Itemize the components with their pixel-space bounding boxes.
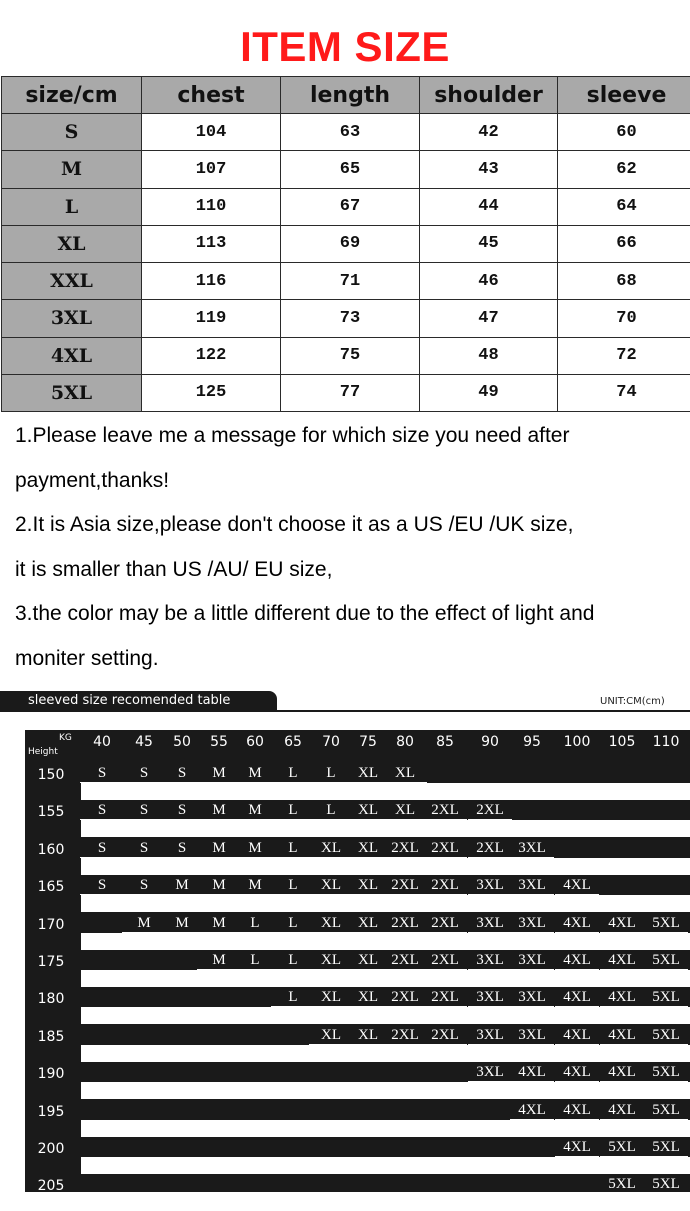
row-separator: [81, 820, 690, 837]
measurement-cell: 119: [142, 300, 281, 337]
size-row: [2, 337, 690, 374]
size-recommendation: M: [160, 915, 204, 933]
size-recommendation: 5XL: [644, 915, 688, 933]
note-line: moniter setting.: [15, 640, 685, 685]
size-recommendation: 2XL: [468, 840, 512, 858]
size-recommendation: XL: [383, 765, 427, 783]
measurement-cell: 45: [420, 225, 558, 262]
size-cell: XXL: [2, 263, 142, 300]
size-recommendation: 2XL: [423, 1027, 467, 1045]
measurement-cell: 107: [142, 151, 281, 188]
measurement-cell: 49: [420, 374, 558, 411]
size-chart-header-row: [2, 77, 690, 114]
size-recommendation: L: [271, 840, 315, 858]
measurement-cell: 67: [281, 188, 420, 225]
size-recommendation: M: [233, 802, 277, 820]
row-separator: [81, 970, 690, 987]
note-line: 2.It is Asia size,please don't choose it as a US /EU /UK size,: [15, 506, 685, 551]
measurement-cell: 60: [558, 114, 690, 151]
size-recommendation: 4XL: [600, 1064, 644, 1082]
size-recommendation: 3XL: [468, 989, 512, 1007]
measurement-cell: 69: [281, 225, 420, 262]
size-recommendation: M: [233, 877, 277, 895]
divider: [0, 710, 690, 712]
height-row-label: 170: [25, 917, 77, 933]
size-recommendation: 3XL: [468, 915, 512, 933]
size-recommendation: M: [122, 915, 166, 933]
height-row-label: 175: [25, 954, 77, 970]
size-recommendation: M: [233, 765, 277, 783]
size-recommendation: 2XL: [383, 952, 427, 970]
size-recommendation: XL: [309, 840, 353, 858]
size-recommendation: M: [197, 877, 241, 895]
height-row-label: 160: [25, 842, 77, 858]
size-recommendation: 2XL: [423, 989, 467, 1007]
row-separator: [81, 1120, 690, 1137]
measurement-cell: 122: [142, 337, 281, 374]
weight-header: 75: [349, 734, 387, 750]
measurement-cell: 63: [281, 114, 420, 151]
size-recommendation: 4XL: [600, 1027, 644, 1045]
size-row: [2, 225, 690, 262]
size-cell: 5XL: [2, 374, 142, 411]
size-recommendation: L: [233, 952, 277, 970]
size-recommendation: 2XL: [383, 989, 427, 1007]
weight-header: 50: [163, 734, 201, 750]
size-recommendation: 4XL: [600, 915, 644, 933]
measurement-cell: 73: [281, 300, 420, 337]
size-recommendation: XL: [309, 952, 353, 970]
size-recommendation: 4XL: [555, 1027, 599, 1045]
size-recommendation: 5XL: [644, 1102, 688, 1120]
size-recommendation: 3XL: [510, 952, 554, 970]
row-separator: [81, 1045, 690, 1062]
header-chest: chest: [142, 77, 281, 114]
measurement-cell: 70: [558, 300, 690, 337]
measurement-cell: 74: [558, 374, 690, 411]
size-recommendation: 3XL: [510, 989, 554, 1007]
row-separator: [81, 1194, 690, 1211]
size-recommendation: 5XL: [644, 1064, 688, 1082]
header-size: size/cm: [2, 77, 142, 114]
height-label: Height: [28, 747, 58, 757]
size-recommendation: M: [197, 802, 241, 820]
size-recommendation: 4XL: [510, 1102, 554, 1120]
measurement-cell: 64: [558, 188, 690, 225]
size-cell: 4XL: [2, 337, 142, 374]
size-recommendation: XL: [309, 989, 353, 1007]
size-recommendation: S: [160, 765, 204, 783]
size-row: [2, 300, 690, 337]
size-cell: M: [2, 151, 142, 188]
note-line: 3.the color may be a little different due to the effect of light and: [15, 595, 685, 640]
measurement-cell: 43: [420, 151, 558, 188]
size-recommendation: 2XL: [423, 952, 467, 970]
size-recommendation: S: [122, 840, 166, 858]
measurement-cell: 66: [558, 225, 690, 262]
row-separator: [81, 783, 690, 800]
size-recommendation: 2XL: [468, 802, 512, 820]
size-recommendation: 5XL: [644, 1139, 688, 1157]
size-recommendation: 2XL: [423, 915, 467, 933]
size-recommendation: 4XL: [555, 877, 599, 895]
row-separator: [81, 933, 690, 950]
size-recommendation: 2XL: [423, 802, 467, 820]
row-separator: [81, 895, 690, 912]
size-recommendation: 3XL: [468, 1027, 512, 1045]
size-recommendation: 5XL: [644, 1176, 688, 1194]
size-recommendation: 5XL: [644, 1027, 688, 1045]
weight-header: 90: [471, 734, 509, 750]
measurement-cell: 77: [281, 374, 420, 411]
weight-header: 80: [386, 734, 424, 750]
measurement-cell: 71: [281, 263, 420, 300]
size-recommendation: L: [271, 877, 315, 895]
size-recommendation: L: [271, 915, 315, 933]
recommend-table-tab: sleeved size recomended table: [0, 691, 277, 711]
size-recommendation: S: [122, 765, 166, 783]
size-recommendation: 5XL: [644, 952, 688, 970]
size-recommendation: 4XL: [600, 952, 644, 970]
measurement-cell: 44: [420, 188, 558, 225]
size-recommendation: XL: [383, 802, 427, 820]
size-recommendation: 2XL: [383, 877, 427, 895]
size-recommendation: M: [233, 840, 277, 858]
size-recommendation: 3XL: [468, 1064, 512, 1082]
size-recommendation: L: [309, 765, 353, 783]
size-recommendation: 3XL: [468, 877, 512, 895]
weight-header: 55: [200, 734, 238, 750]
header-length: length: [281, 77, 420, 114]
size-recommendation: 2XL: [383, 1027, 427, 1045]
page-title: ITEM SIZE: [0, 22, 690, 72]
measurement-cell: 72: [558, 337, 690, 374]
size-recommendation: 4XL: [555, 1139, 599, 1157]
weight-header: 85: [426, 734, 464, 750]
size-recommendation: 3XL: [510, 915, 554, 933]
size-cell: L: [2, 188, 142, 225]
size-cell: S: [2, 114, 142, 151]
weight-header-row: [25, 730, 690, 758]
size-recommendation: XL: [346, 989, 390, 1007]
kg-label: KG: [59, 733, 72, 743]
size-recommendation: 5XL: [600, 1176, 644, 1194]
size-recommendation: S: [160, 802, 204, 820]
size-recommendation: S: [80, 877, 124, 895]
weight-header: 110: [647, 734, 685, 750]
height-row-label: 190: [25, 1066, 77, 1082]
size-recommendation: 2XL: [423, 840, 467, 858]
height-row-label: 205: [25, 1178, 77, 1194]
size-recommendation: 4XL: [510, 1064, 554, 1082]
row-separator: [81, 1007, 690, 1024]
size-recommendation: XL: [309, 1027, 353, 1045]
size-recommendation: S: [80, 802, 124, 820]
header-shoulder: shoulder: [420, 77, 558, 114]
size-row: [2, 188, 690, 225]
unit-label: UNIT:CM(cm): [600, 696, 665, 707]
size-recommendation: S: [122, 877, 166, 895]
measurement-cell: 48: [420, 337, 558, 374]
height-row-label: 185: [25, 1029, 77, 1045]
size-recommendation: 3XL: [510, 840, 554, 858]
row-separator: [81, 1082, 690, 1099]
measurement-cell: 113: [142, 225, 281, 262]
size-chart-table: [1, 76, 690, 412]
size-recommendation: 4XL: [555, 989, 599, 1007]
size-recommendation: XL: [309, 877, 353, 895]
row-separator: [81, 1157, 690, 1174]
size-recommendation: L: [271, 952, 315, 970]
size-recommendation: 2XL: [383, 840, 427, 858]
weight-header: 105: [603, 734, 641, 750]
size-recommendation: S: [80, 840, 124, 858]
measurement-cell: 104: [142, 114, 281, 151]
height-row-label: 165: [25, 879, 77, 895]
size-recommendation: M: [197, 765, 241, 783]
size-recommendation: M: [197, 952, 241, 970]
weight-header: 65: [274, 734, 312, 750]
size-recommendation: 2XL: [383, 915, 427, 933]
note-line: payment,thanks!: [15, 462, 685, 507]
size-recommendation: 4XL: [555, 952, 599, 970]
size-recommendation: 4XL: [555, 1102, 599, 1120]
notes-block: [15, 417, 685, 684]
size-row: [2, 151, 690, 188]
size-recommendation: S: [160, 840, 204, 858]
size-row: [2, 374, 690, 411]
measurement-cell: 47: [420, 300, 558, 337]
measurement-cell: 42: [420, 114, 558, 151]
height-row-label: 155: [25, 804, 77, 820]
size-recommendation: S: [80, 765, 124, 783]
weight-header: 95: [513, 734, 551, 750]
row-separator: [81, 858, 690, 875]
size-recommendation: 5XL: [600, 1139, 644, 1157]
size-recommendation: L: [309, 802, 353, 820]
size-recommendation: XL: [346, 840, 390, 858]
size-recommendation: 4XL: [555, 915, 599, 933]
size-recommendation: L: [271, 989, 315, 1007]
measurement-cell: 110: [142, 188, 281, 225]
weight-header: 70: [312, 734, 350, 750]
size-recommendation: L: [271, 802, 315, 820]
size-recommendation: L: [233, 915, 277, 933]
size-recommendation: 4XL: [600, 1102, 644, 1120]
size-row: [2, 263, 690, 300]
size-recommendation: XL: [346, 765, 390, 783]
size-recommendation: S: [122, 802, 166, 820]
size-cell: 3XL: [2, 300, 142, 337]
note-line: 1.Please leave me a message for which size you need after: [15, 417, 685, 462]
weight-header: 60: [236, 734, 274, 750]
size-recommendation: L: [271, 765, 315, 783]
weight-header: 40: [83, 734, 121, 750]
size-recommendation: 3XL: [468, 952, 512, 970]
measurement-cell: 116: [142, 263, 281, 300]
height-row-label: 200: [25, 1141, 77, 1157]
size-recommendation: XL: [346, 877, 390, 895]
size-recommendation: M: [197, 840, 241, 858]
size-recommendation: 2XL: [423, 877, 467, 895]
measurement-cell: 68: [558, 263, 690, 300]
measurement-cell: 46: [420, 263, 558, 300]
size-cell: XL: [2, 225, 142, 262]
height-row-label: 180: [25, 991, 77, 1007]
size-recommendation: XL: [346, 915, 390, 933]
size-recommendation: 4XL: [555, 1064, 599, 1082]
size-recommendation: M: [160, 877, 204, 895]
note-line: it is smaller than US /AU/ EU size,: [15, 551, 685, 596]
size-recommendation: XL: [309, 915, 353, 933]
measurement-cell: 62: [558, 151, 690, 188]
measurement-cell: 65: [281, 151, 420, 188]
weight-header: 100: [558, 734, 596, 750]
size-recommendation: M: [197, 915, 241, 933]
measurement-cell: 75: [281, 337, 420, 374]
recommend-grid: [25, 730, 690, 1192]
header-sleeve: sleeve: [558, 77, 690, 114]
size-recommendation: 5XL: [644, 989, 688, 1007]
size-recommendation: XL: [346, 952, 390, 970]
size-recommendation: XL: [346, 1027, 390, 1045]
weight-header: 45: [125, 734, 163, 750]
height-row-label: 195: [25, 1104, 77, 1120]
size-recommendation: XL: [346, 802, 390, 820]
size-row: [2, 114, 690, 151]
size-recommendation: 3XL: [510, 877, 554, 895]
size-recommendation: 4XL: [600, 989, 644, 1007]
measurement-cell: 125: [142, 374, 281, 411]
height-row-label: 150: [25, 767, 77, 783]
size-recommendation: 3XL: [510, 1027, 554, 1045]
